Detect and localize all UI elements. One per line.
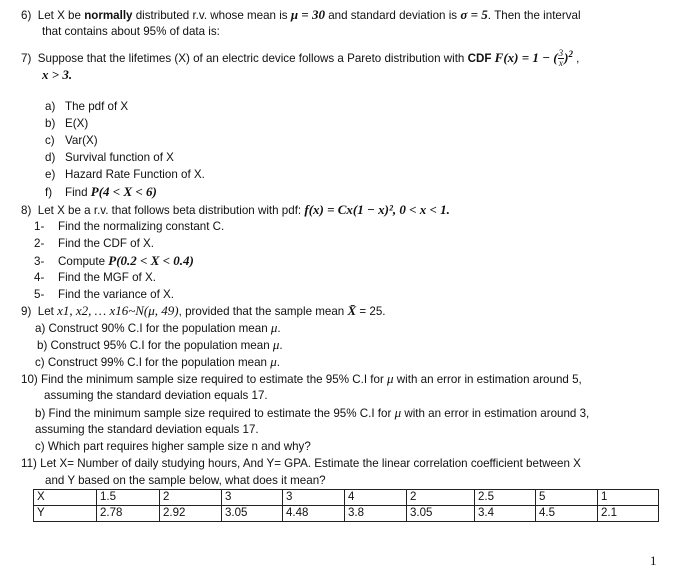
list-item: c) Var(X) bbox=[45, 134, 98, 147]
question-number: 11) bbox=[21, 457, 37, 470]
question-6-line-1: 6) Let X be normally distributed r.v. whose mean is μ = 30 and standard deviation is σ = 5. Then the interval bbox=[21, 7, 581, 22]
table-cell: 3 bbox=[283, 490, 345, 506]
table-cell: 5 bbox=[536, 490, 598, 506]
question-10-part-c: c) Which part requires higher sample size n and why? bbox=[35, 440, 311, 453]
question-number: 8) bbox=[21, 204, 32, 217]
math-mu: μ = 30 bbox=[290, 7, 325, 22]
table-cell: 1 bbox=[598, 490, 659, 506]
list-item: 1- Find the normalizing constant C. bbox=[34, 220, 225, 233]
question-number: 10) bbox=[21, 373, 38, 386]
question-6-line-2: that contains about 95% of data is: bbox=[42, 25, 220, 38]
fraction-3-over-x: $\frac{3}{x}$ bbox=[558, 48, 564, 69]
table-cell: 4.5 bbox=[536, 506, 598, 522]
list-item: e) Hazard Rate Function of X. bbox=[45, 168, 205, 181]
row-label: Y bbox=[34, 506, 97, 522]
table-row bbox=[34, 490, 659, 506]
question-10-part-b: b) Find the minimum sample size required to estimate the 95% C.I for μ with an error in estimation around 3, bbox=[35, 405, 590, 420]
question-10-line-2: assuming the standard deviation equals 17. bbox=[44, 389, 268, 402]
question-number: 9) bbox=[21, 305, 32, 318]
question-10-part-b-line-2: assuming the standard deviation equals 17. bbox=[35, 423, 259, 436]
question-9-part-b: b) Construct 95% C.I for the population mean μ. bbox=[37, 337, 283, 352]
list-item: 5- Find the variance of X. bbox=[34, 288, 174, 301]
sample-data-table bbox=[33, 489, 659, 522]
table-cell: 3 bbox=[222, 490, 283, 506]
table-cell: 2.1 bbox=[598, 506, 659, 522]
row-label: X bbox=[34, 490, 97, 506]
list-item: 4- Find the MGF of X. bbox=[34, 271, 156, 284]
math-sigma: σ = 5 bbox=[460, 7, 488, 22]
question-7-condition: x > 3. bbox=[42, 67, 73, 82]
question-7-line-1: 7) Suppose that the lifetimes (X) of an electric device follows a Pareto distribution with CDF F(x) = 1 − ( $\frac{3}{x}$ )$^2$ , bbox=[21, 48, 580, 69]
list-item: 2- Find the CDF of X. bbox=[34, 237, 155, 250]
question-number: 7) bbox=[21, 51, 32, 65]
question-10-line-1: 10) Find the minimum sample size required to estimate the 95% C.I for μ with an error in estimation around 5, bbox=[21, 371, 582, 386]
question-number: 6) bbox=[21, 9, 32, 22]
question-11-line-1: 11) Let X= Number of daily studying hours, And Y= GPA. Estimate the linear correlation coefficient between X bbox=[21, 457, 581, 470]
table-cell: 2.78 bbox=[97, 506, 160, 522]
question-9-part-c: c) Construct 99% C.I for the population mean μ. bbox=[35, 354, 280, 369]
table-cell: 4 bbox=[345, 490, 407, 506]
question-11-line-2: and Y based on the sample below, what does it mean? bbox=[45, 474, 326, 487]
table-cell: 3.05 bbox=[407, 506, 475, 522]
table-cell: 3.05 bbox=[222, 506, 283, 522]
table-cell: 3.4 bbox=[475, 506, 536, 522]
table-cell: 2 bbox=[160, 490, 222, 506]
list-item: d) Survival function of X bbox=[45, 151, 174, 164]
table-row bbox=[34, 506, 659, 522]
table-cell: 2.92 bbox=[160, 506, 222, 522]
list-item: a) The pdf of X bbox=[45, 100, 129, 113]
question-8-line-1: 8) Let X be a r.v. that follows beta distribution with pdf: f(x) = Cx(1 − x)², 0 < x < 1. bbox=[21, 202, 450, 217]
list-item: f) Find P(4 < X < 6) bbox=[45, 184, 157, 199]
question-9-part-a: a) Construct 90% C.I for the population mean μ. bbox=[35, 320, 281, 335]
table-cell: 2 bbox=[407, 490, 475, 506]
table-cell: 2.5 bbox=[475, 490, 536, 506]
question-9-line-1: 9) Let x1, x2, … x16~N(μ, 49), provided that the sample mean X̄ = 25. bbox=[21, 303, 386, 318]
page-number: 1 bbox=[650, 553, 657, 568]
table-cell: 1.5 bbox=[97, 490, 160, 506]
list-item: b) E(X) bbox=[45, 117, 89, 130]
table-cell: 3.8 bbox=[345, 506, 407, 522]
table-cell: 4.48 bbox=[283, 506, 345, 522]
list-item: 3- Compute P(0.2 < X < 0.4) bbox=[34, 253, 194, 268]
